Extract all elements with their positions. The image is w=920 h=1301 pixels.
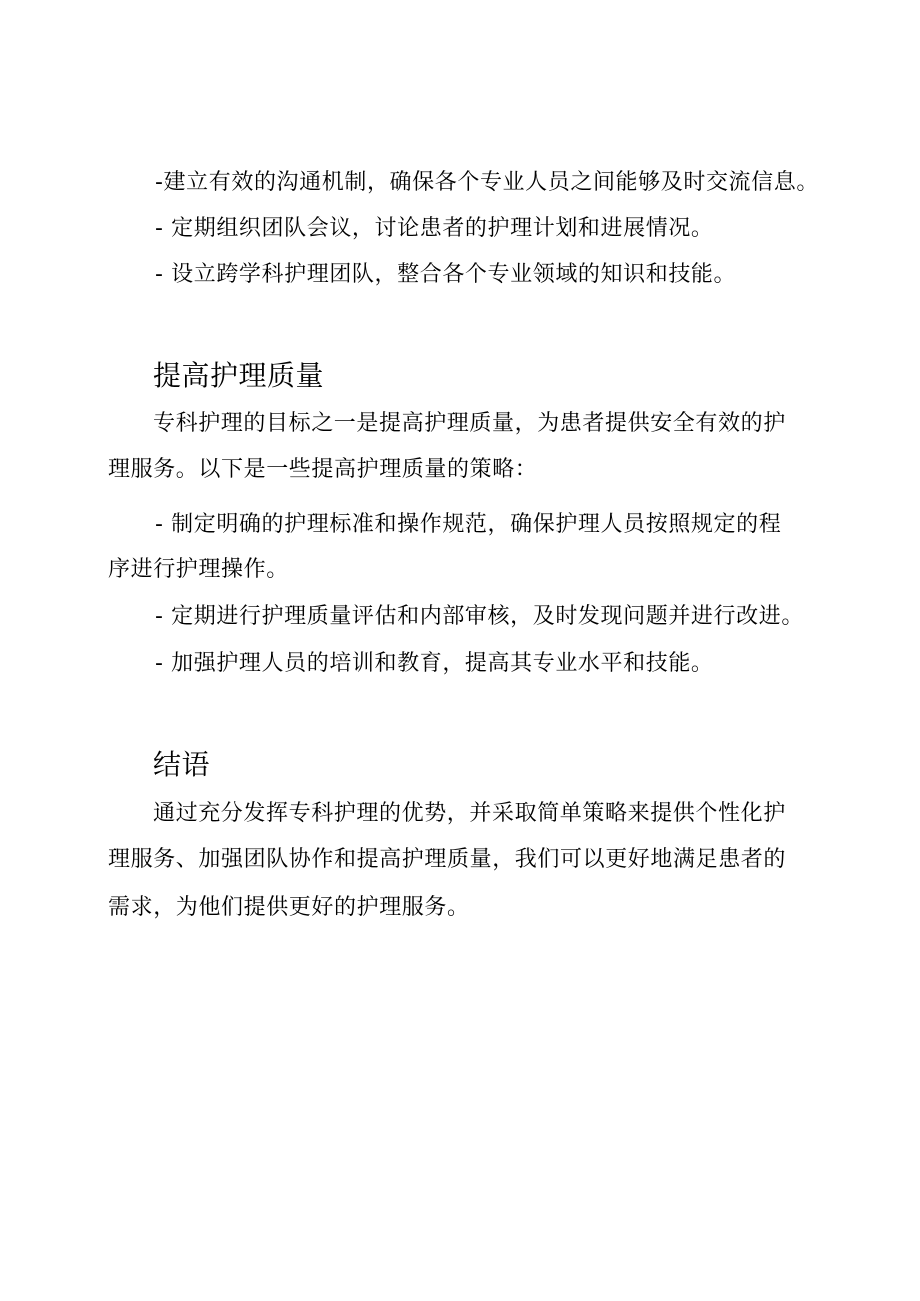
quality-paragraph-line-1: 专科护理的目标之一是提高护理质量，为患者提供安全有效的护: [153, 411, 786, 436]
conclusion-line-3: 需求，为他们提供更好的护理服务。: [108, 895, 470, 920]
quality-paragraph-line-2: 理服务。以下是一些提高护理质量的策略：: [108, 457, 538, 482]
section-heading-conclusion: 结语: [153, 748, 211, 781]
intro-bullet-communication: -建立有效的沟通机制，确保各个专业人员之间能够及时交流信息。: [155, 170, 819, 195]
conclusion-line-2: 理服务、加强团队协作和提高护理质量，我们可以更好地满足患者的: [108, 847, 787, 872]
quality-bullet-standards-line-2: 序进行护理操作。: [108, 557, 289, 582]
section-heading-quality: 提高护理质量: [153, 359, 325, 392]
intro-bullet-interdisciplinary-team: - 设立跨学科护理团队，整合各个专业领域的知识和技能。: [155, 262, 737, 287]
intro-bullet-team-meetings: - 定期组织团队会议，讨论患者的护理计划和进展情况。: [155, 216, 714, 241]
conclusion-line-1: 通过充分发挥专科护理的优势，并采取简单策略来提供个性化护: [153, 801, 786, 826]
quality-bullet-standards-line-1: - 制定明确的护理标准和操作规范，确保护理人员按照规定的程: [155, 512, 782, 537]
quality-bullet-evaluation: - 定期进行护理质量评估和内部审核，及时发现问题并进行改进。: [155, 604, 804, 629]
quality-bullet-training: - 加强护理人员的培训和教育，提高其专业水平和技能。: [155, 651, 714, 676]
